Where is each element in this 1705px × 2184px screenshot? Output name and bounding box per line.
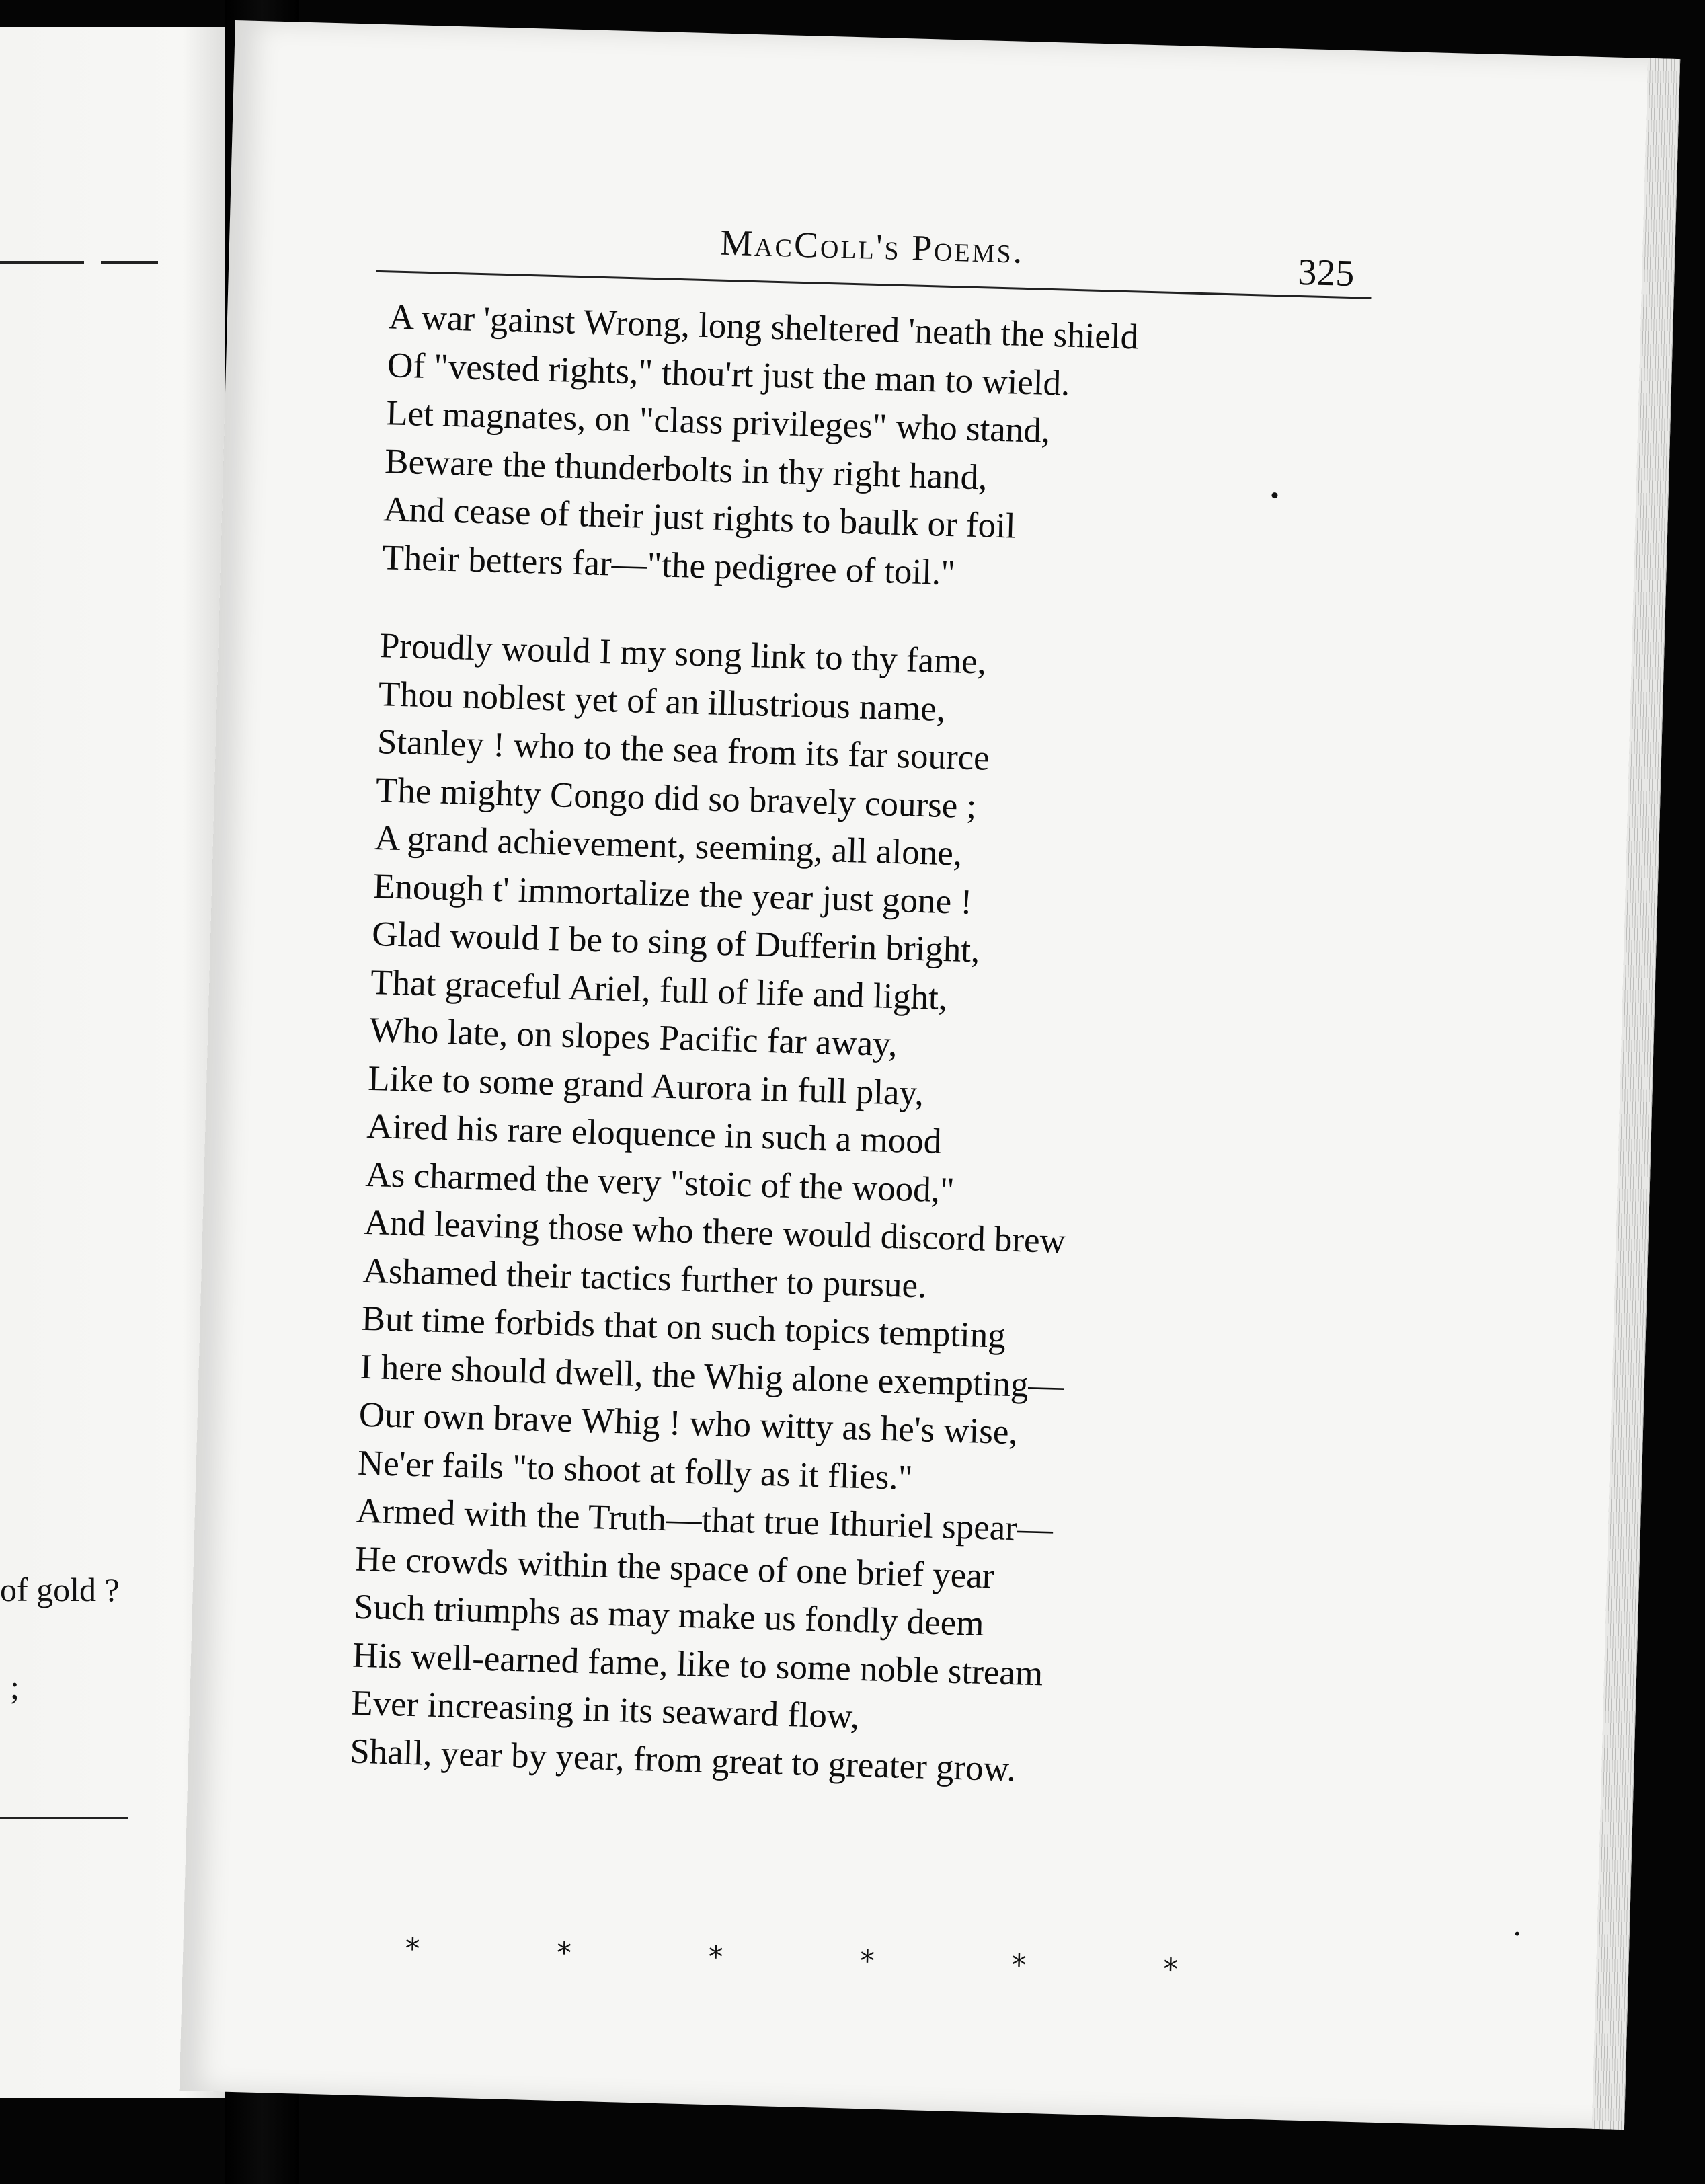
poem-line: Glad would I be to sing of Dufferin bright,: [371, 914, 981, 970]
asterism-star: *: [1162, 1952, 1179, 1987]
poem-line: Thou noblest yet of an illustrious name,: [378, 674, 946, 729]
page-edge-stack: [1592, 58, 1680, 2130]
poem-line: But time forbids that on such topics tempting: [361, 1298, 1006, 1356]
ink-speck: [1515, 1932, 1519, 1936]
asterism-star: *: [404, 1931, 421, 1967]
poem-line: Let magnates, on "class privileges" who stand,: [385, 393, 1051, 451]
poem-line: Beware the thunderbolts in thy right hand,: [384, 441, 988, 497]
left-page-fragment-semicolon: ;: [10, 1668, 19, 1706]
poem-line: His well-earned fame, like to some noble stream: [352, 1635, 1043, 1693]
section-ornament: [405, 1932, 1179, 1987]
poem-line: That graceful Ariel, full of life and light,: [370, 962, 948, 1017]
stanza-2: [349, 622, 1321, 1801]
poem-line: The mighty Congo did so bravely course ;: [375, 770, 978, 826]
poem-line: He crowds within the space of one brief year: [354, 1539, 995, 1596]
poem-line: Stanley ! who to the sea from its far source: [376, 722, 990, 778]
asterism-star: *: [1010, 1948, 1027, 1983]
poem-line: And leaving those who there would discord brew: [363, 1202, 1066, 1261]
page-number: 325: [1297, 251, 1355, 295]
poem-line: A war 'gainst Wrong, long sheltered 'neath the shield: [388, 297, 1140, 357]
poem-line: I here should dwell, the Whig alone exempting—: [360, 1347, 1065, 1405]
poem-line: Who late, on slopes Pacific far away,: [368, 1010, 898, 1064]
poem-line: Like to some grand Aurora in full play,: [367, 1058, 924, 1113]
current-page: [180, 20, 1681, 2130]
asterism-star: *: [707, 1940, 724, 1975]
asterism-star: *: [859, 1944, 875, 1979]
poem-line: Ever increasing in its seaward flow,: [350, 1683, 860, 1737]
left-page-fragment-gold: of gold ?: [0, 1571, 120, 1608]
poem-text: [349, 293, 1330, 1801]
poem-line: And cease of their just rights to baulk or foil: [383, 490, 1017, 546]
poem-line: As charmed the very "stoic of the wood,": [364, 1155, 955, 1210]
poem-line: Shall, year by year, from great to greater grow.: [349, 1731, 1017, 1789]
poem-line: A grand achievement, seeming, all alone,: [374, 818, 963, 873]
left-page-rule-top: [0, 261, 84, 264]
running-title: MacColl's Poems.: [719, 222, 1025, 271]
poem-line: Enough t' immortalize the year just gone !: [372, 866, 973, 922]
poem-line: Such triumphs as may make us fondly deem: [353, 1587, 985, 1643]
poem-line: Their betters far—"the pedigree of toil.": [381, 537, 956, 592]
poem-line: Ashamed their tactics further to pursue.: [362, 1251, 928, 1305]
left-page-rule-bottom: [0, 1817, 128, 1819]
poem-line: Our own brave Whig ! who witty as he's wise,: [358, 1395, 1019, 1452]
left-page-rule-top-2: [101, 261, 158, 264]
poem-line: Armed with the Truth—that true Ithuriel spear—: [356, 1491, 1054, 1549]
poem-line: Proudly would I my song link to thy fame,: [379, 626, 987, 682]
poem-line: Aired his rare eloquence in such a mood: [366, 1106, 943, 1162]
poem-line: Ne'er fails "to shoot at folly as it flies.": [357, 1443, 914, 1497]
stanza-1: [381, 293, 1330, 607]
header-rule: [376, 270, 1372, 299]
asterism-star: *: [556, 1935, 572, 1971]
poem-line: Of "vested rights," thou'rt just the man to wield.: [387, 345, 1071, 403]
